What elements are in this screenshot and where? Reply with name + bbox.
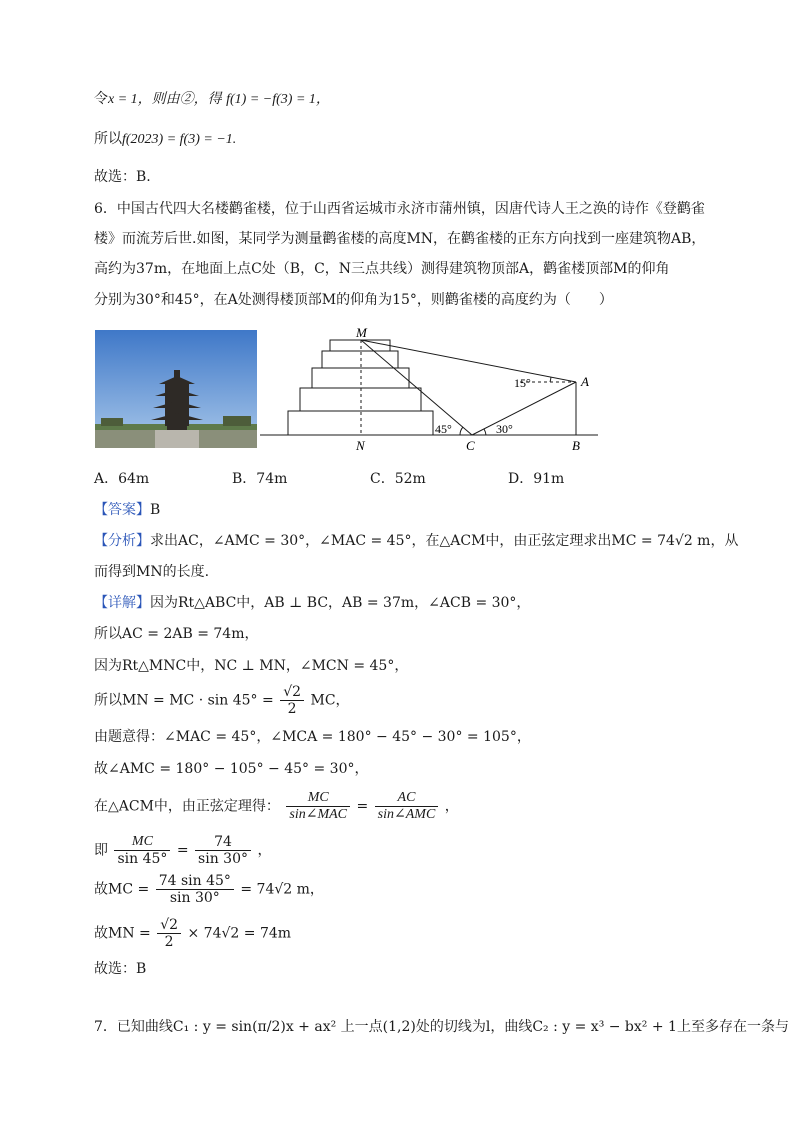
prev-answer-line: 故选：B. — [94, 169, 151, 185]
detail-line-11: 故选：B — [94, 961, 147, 977]
option-c: C．52m — [370, 471, 426, 487]
q6-text-line-1: 6．中国古代四大名楼鹳雀楼，位于山西省运城市永济市蒲州镇，因唐代诗人王之涣的诗作《登鹳雀 — [94, 201, 705, 217]
geometry-figure — [260, 326, 600, 460]
option-b: B．74m — [232, 471, 288, 487]
arc-15 — [550, 377, 551, 382]
label-angle-30: 30° — [496, 422, 513, 436]
tower-photo — [95, 330, 257, 448]
detail-line-9: 故MC = $\frac{74 \sin 45^\circ}{\sin 30^\circ}$ = 74√2 m， — [94, 873, 324, 906]
label-C: C — [466, 438, 475, 453]
answer-tag: 【答案】 — [94, 502, 150, 518]
detail-line-10: 故MN = $\frac{√2}{2}$ × 74√2 = 74m — [94, 917, 292, 950]
option-a: A．64m — [94, 471, 150, 487]
answer-line — [94, 499, 700, 521]
detail-line-5: 由题意得：∠MAC = 45°，∠MCA = 180° − 45° − 30° = 105°， — [94, 729, 531, 745]
detail-line-3: 因为Rt△MNC中，NC ⊥ MN，∠MCN = 45°， — [94, 658, 409, 674]
label-N: N — [356, 438, 365, 453]
option-d: D．91m — [508, 471, 565, 487]
arc-45 — [460, 427, 463, 435]
detail-line-6: 故∠AMC = 180° − 105° − 45° = 30°， — [94, 761, 369, 777]
prev-line-2: 所以f(2023) = f(3) = −1. — [94, 131, 237, 147]
arc-30 — [484, 429, 486, 435]
analysis-tag: 【分析】 — [94, 533, 150, 549]
q7-text-line-1: 7．已知曲线C₁ : y = sin(π/2)x + ax² 上一点(1,2)处的切线为l，曲线C₂ : y = x³ − bx² + 1上至多存在一条与 — [94, 1019, 789, 1035]
detail-line-7: 在△ACM中，由正弦定理得： $\frac{MC}{\text{sin∠MAC}}$ = $\frac{AC}{\text{sin∠AMC}}$ ， — [94, 790, 459, 822]
label-A: A — [581, 374, 589, 389]
label-angle-15: 15° — [514, 376, 531, 390]
analysis-line-2: 而得到MN的长度. — [94, 564, 210, 580]
label-angle-45: 45° — [435, 422, 452, 436]
label-B: B — [572, 438, 580, 453]
detail-tag: 【详解】 — [94, 595, 150, 611]
fraction-sqrt2-over-2: $\frac{√2}{2}$ — [280, 684, 304, 717]
detail-line-4: 所以MN = MC · sin 45° = $\frac{√2}{2}$ MC， — [94, 684, 350, 717]
detail-line-2: 所以AC = 2AB = 74m， — [94, 626, 259, 642]
detail-line-1: 【详解】因为Rt△ABC中，AB ⊥ BC，AB = 37m，∠ACB = 30°， — [94, 595, 531, 611]
q6-text-line-2: 楼》而流芳后世.如图，某同学为测量鹳雀楼的高度MN，在鹳雀楼的正东方向找到一座建筑物AB， — [94, 231, 706, 247]
prev-line-1: 令x = 1，则由②，得 f(1) = −f(3) = 1， — [94, 91, 330, 107]
label-M: M — [356, 326, 367, 340]
detail-line-8: 即 $\frac{MC}{\sin 45^\circ}$ = $\frac{74}{\sin 30^\circ}$ ， — [94, 834, 272, 867]
analysis-line-1: 【分析】求出AC，∠AMC = 30°，∠MAC = 45°，在△ACM中，由正弦定理求出MC = 74√2 m，从 — [94, 533, 739, 549]
answer-value: B — [150, 502, 161, 518]
q6-text-line-3: 高约为37m，在地面上点C处（B，C，N三点共线）测得建筑物顶部A，鹳雀楼顶部M的仰角 — [94, 261, 670, 277]
q6-text-line-4: 分别为30°和45°，在A处测得楼顶部M的仰角为15°，则鹳雀楼的高度约为（ ） — [94, 292, 613, 308]
